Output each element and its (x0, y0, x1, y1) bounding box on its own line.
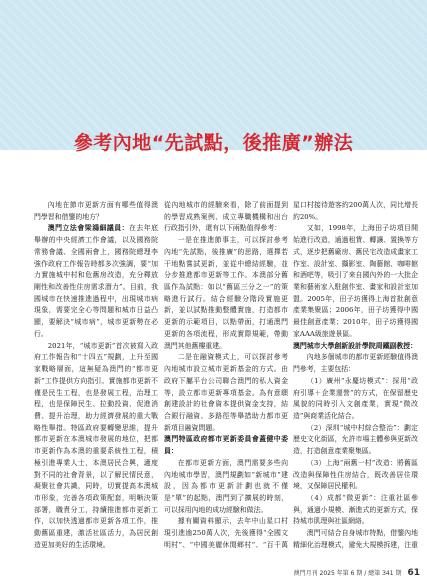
paragraph: （1）廣州“永慶坊模式”：採用“政府引導＋企業運營”的方式，在保留歷史風貌的同時引入文創產業，實現“微改造”與商業活化結合。 (293, 376, 418, 420)
page-title: 參考內地“先試點，後推廣”辦法 (73, 132, 354, 154)
paragraph: 據有關資料顯示，去年中山星口村現引進逾250萬人次，先後獲得“全國文明村”、“中國美麗休閒鄉村”、“百千萬 (164, 517, 288, 549)
paragraph: 內地多個城市的都市更新經驗值得澳門參考，主要包括： (293, 353, 418, 374)
text-column-2 (164, 200, 288, 550)
paragraph: 又如，1998年，上海田子坊項目開始進行改造，通過租賃、轉讓、置換等方式，逐步把舊廠房、舊民宅改造成畫家工作室、設計室、攝影室、陶藝館、咖啡館和酒吧等，吸引了來自國內外的一大批企業和藝術家入駐創作室、畫家和設計室加盟。2005年，田子坊獲得上海首批創意產業集聚區；2006年，田子坊獲得中國最佳創意產業；2010年，田子坊獲得國家AAA級旅遊景區。 (293, 224, 418, 338)
text-column-3 (293, 200, 418, 550)
paragraph: 一是在推進節事主，可以探討參考內地“先試點，後推廣”的思路，選擇若干地點嘗試更新，並從中總結經驗，並分步推進都市更新等工作。本澳部分舊區作為試點：如以“舊區三分之一”的策略進行試行。結合經驗分階段實施更新，並以試點推動整體實施，打造都市更新的示範項目，以點帶面，打通澳門更新的各項流程，形成實際規範，帶動澳門其他舊樓重建。 (164, 236, 288, 350)
paragraph: 澳門可結合自身城市特點，借鑒內地精細化治理模式，避免大規模拆建，注重 (293, 529, 418, 549)
paragraph: 澳門立法會梁鴻細議員：在去年底舉辦的中央經濟工作會議，以及國務院常務會議、全國兩會上，國務院總理李強作政府工作報告時都多次強調，要“加力實施城中村和危舊房改造，充分釋放剛性和改善性住房需求潛力”。目前，我國城市在快速推進過程中，出現城市病現象，需要完全心等問題和城市日益凸顯，要解決“城市病”，城市更新勢在必行。 (34, 224, 158, 338)
paragraph: 在都市更新方面，澳門需要多些向內地城市學習，澳門規劃如“新城市”建設，因為都市更新計劃也就不僅是“單”的起點，澳門到了擴展的時刻，可以採用內地的成功經驗和做法。 (164, 458, 288, 514)
paragraph: （3）上海“兩舊一村”改造：將舊區改造與保障性住房結合，既改善居住環境，又保障居民權利。 (293, 458, 418, 491)
text-column-1 (34, 200, 158, 550)
speaker-name: 澳門立法會梁鴻細議員： (47, 224, 129, 233)
footer-publication: 澳門月刊 2025 年第 6 期 / 總第 341 期 (293, 570, 402, 577)
speaker-heading: 澳門特區政府都市更新委員會蓋健中委員： (164, 435, 288, 456)
paragraph: 星口村接待遊客約200萬人次，同比增長約20%。 (293, 201, 418, 221)
page-footer (240, 568, 420, 582)
paragraph: 內地在節市更新方面有哪些值得澳門學習和借鑒的地方？ (34, 201, 158, 221)
paragraph: 二是在融資模式上，可以探討參考內地城市設立城市更新基金的方式。由政府下屬平台公司聯合澳門的私人資金等，設立都市更新專項基金。為有意願創建設計的社會資本提供資金支持，結合銀行融資、多路徑等舉措助力都市更新項目融資問題。 (164, 353, 288, 432)
paragraph: （2）深圳“城中村綜合整治”：劃定歷史文化街區，允許市場主體參與更新改造，打造創意產業聚集區。 (293, 423, 418, 456)
paragraph: （4）成都“微更新”：注重社區參與，通過小規模、漸進式的更新方式，保持城市肌理與社區網絡。 (293, 493, 418, 526)
page-number: 61 (407, 568, 420, 578)
speaker-heading: 澳門城市大學創新設計學院周鐵副教授： (293, 341, 418, 350)
paragraph: 2021年，“城市更新”首次被寫入政府工作報告和“十四五”規劃，上升至國家戰略層面，這無疑為澳門的“都市更新”工作提供方向指引。實施都市更新不僅是民生工程，也是發展工程，治理工程，也是保障民生、拉動投資、促進消費、提升治理，助力經濟發展的重大戰略性舉措。特區政府要轉變思維，提升都市更新在本澳城市發展的地位，把都市更新作為本澳的重要系統性工程，積極引進專業人士，本澳居民合興，適度對不同的社會背景，以了解民情民意，凝聚社會共識，同時，切實提高本澳城市形象，完善各項政策配套，明晰決策部署，職責分工，持續推進都市更新工作，以加快透過都市更新各項工作，推動舊區重建，激活社區活力，為居民創造更加美好的生活環境。 (34, 341, 158, 549)
paragraph: 從內地城市的經驗來看，除了前面提到的學習成熟案例、成立專職機構和出台行政指引外，還有以下兩點值得參考： (164, 201, 288, 233)
